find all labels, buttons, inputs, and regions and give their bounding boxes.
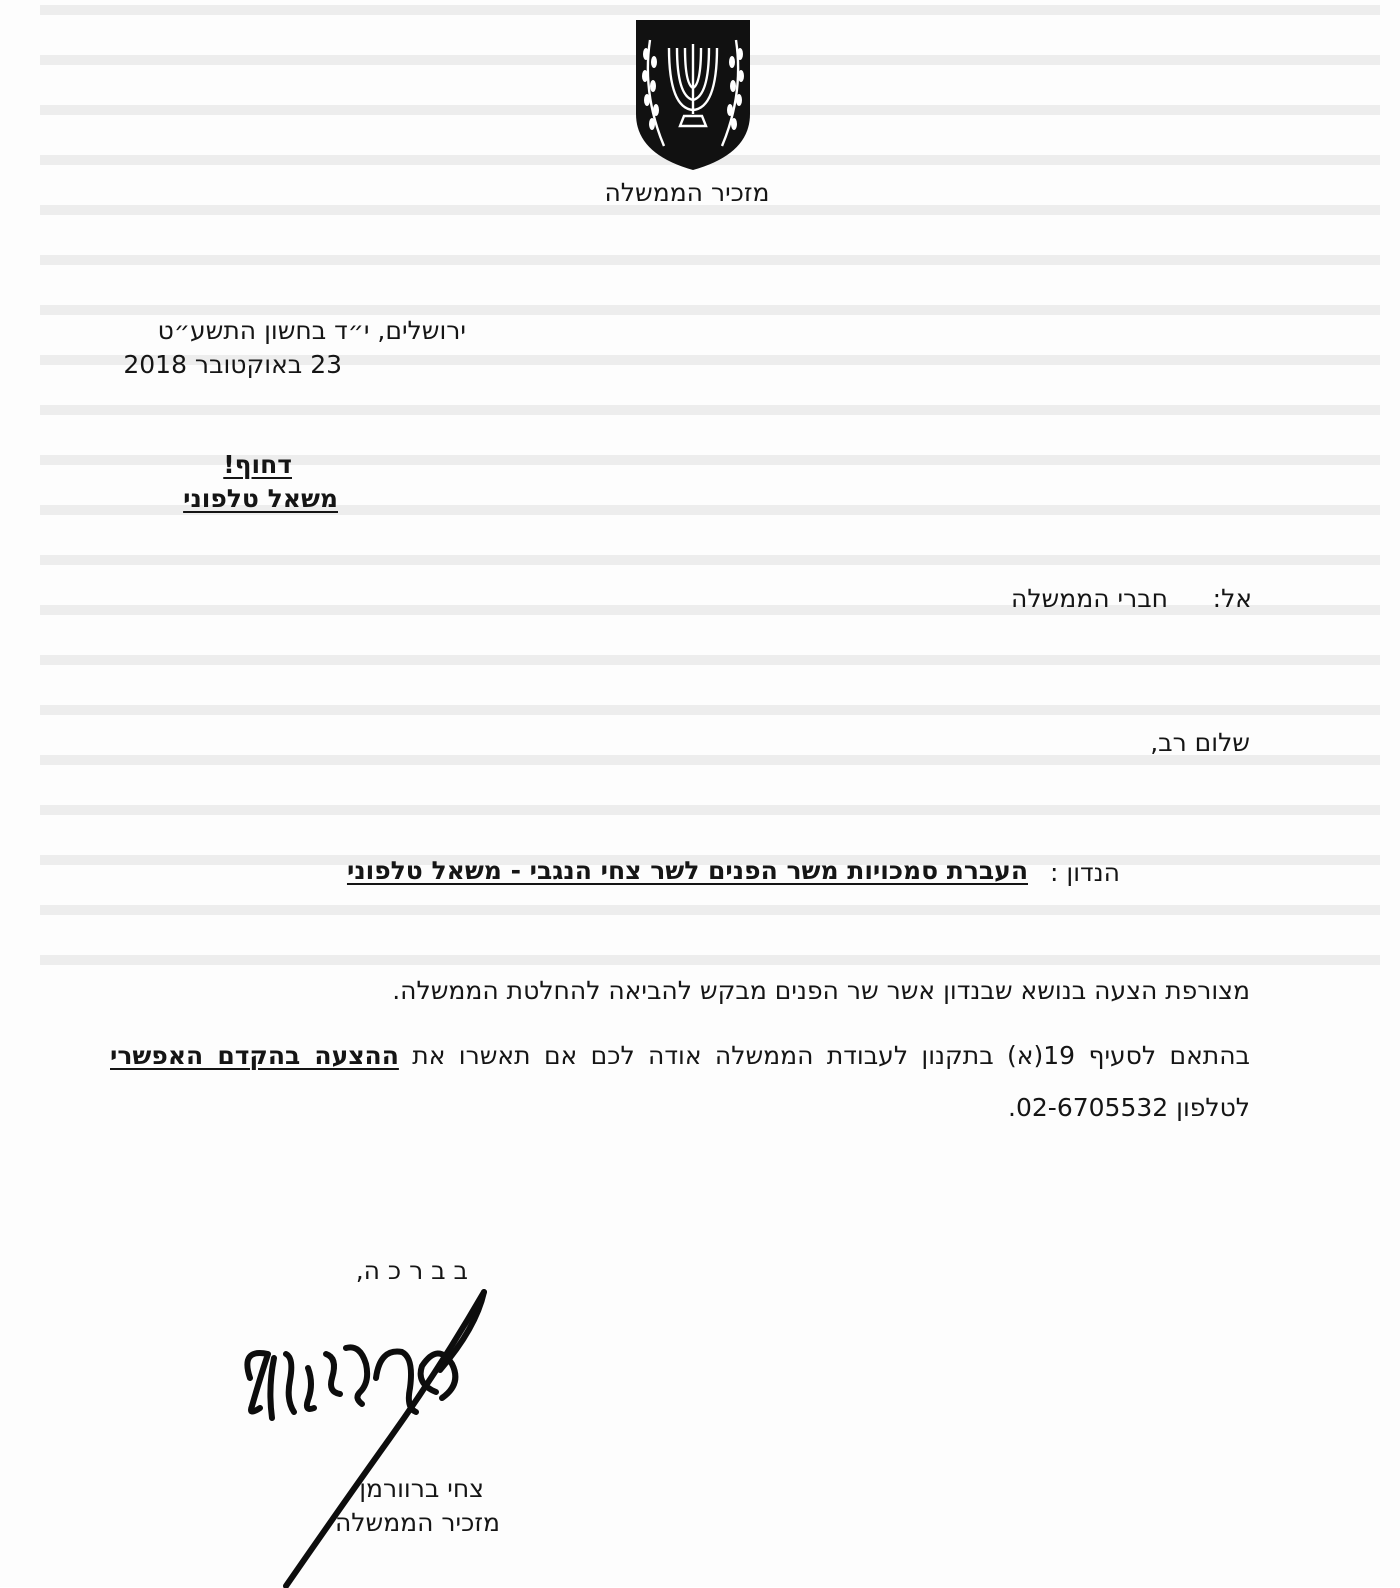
body-paragraph-2-part2: לטלפון 02-6705532.	[1008, 1093, 1250, 1122]
closing: ב ב ר כ ה,	[355, 1256, 468, 1285]
handwritten-signature	[190, 1288, 510, 1588]
body-paragraph-2-part1: בהתאם לסעיף 19(א) בתקנון לעבודת הממשלה אודה לכם אם תאשרו את	[412, 1041, 1251, 1070]
state-emblem-icon	[630, 14, 756, 174]
signatory-name: צחי ברוורמן	[359, 1474, 484, 1503]
greeting: שלום רב,	[1150, 728, 1250, 757]
subject-text: העברת סמכויות משר הפנים לשר צחי הנגבי - משאל טלפוני	[346, 856, 1028, 885]
urgent-label: דחוף!	[223, 450, 292, 479]
body-paragraph-1: מצורפת הצעה בנושא שבנדון אשר שר הפנים מבקש להביאה להחלטת הממשלה.	[392, 976, 1250, 1005]
date-hebrew: ירושלים, י״ד בחשון התשע״ט	[157, 316, 466, 345]
telephone-poll-label: משאל טלפוני	[183, 484, 338, 513]
body-paragraph-2-emphasis: ההצעה בהקדם האפשרי	[110, 1041, 399, 1070]
body-paragraph-2	[110, 1030, 1250, 1134]
date-gregorian: 23 באוקטובר 2018	[123, 350, 342, 379]
subject-label: הנדון :	[1050, 858, 1120, 887]
recipient-value: חברי הממשלה	[1011, 584, 1168, 613]
office-title: מזכיר הממשלה	[604, 178, 770, 207]
recipient-label: אל:	[1212, 584, 1252, 613]
signatory-title: מזכיר הממשלה	[334, 1508, 500, 1537]
